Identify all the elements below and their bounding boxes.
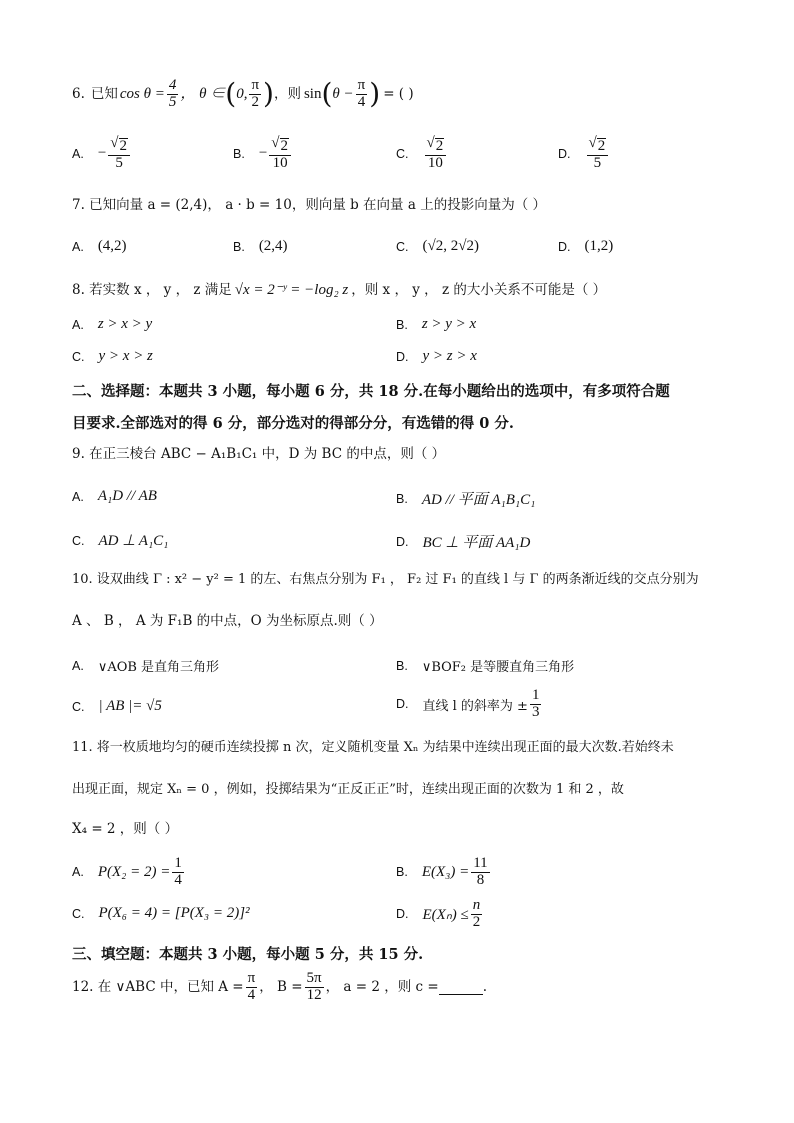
q11-stem-line2: 出现正面，规定 Xₙ = 0 ，例如，投掷结果为“正反正正”时，连续出现正面的次数为 1 和 2 ，故 [72,782,624,797]
q6-cos-frac: $\frac{4}{5}$ [168,77,177,110]
q11-stem-line1: 11. 将一枚质地均匀的硬币连续投掷 n 次，定义随机变量 Xₙ 为结果中连续出现正面的最大次数.若始终未 [72,740,674,755]
option-label: A. [72,146,84,161]
q6-interval-frac: $\frac{\pi}{2}$ [251,77,260,110]
q9-option-a[interactable]: A. A₁D // AB [72,488,157,504]
q10-option-c[interactable]: C. | AB |= √5 [72,698,162,714]
q11-stem-line3: X₄ = 2 ，则（ ） [72,821,179,837]
q7-option-c[interactable]: C. (√2, 2√2) [396,238,479,254]
q6-option-a[interactable]: A. − √ 2 5 [72,136,132,172]
q6-sin-rparen: ) [369,77,381,111]
q12-end: . [482,978,487,995]
section-2-heading-line2: 目要求.全部选对的得 6 分，部分选对的得部分分，有选错的得 0 分. [72,415,514,432]
q12-b-frac: $\frac{5\pi}{12}$ [306,970,322,1003]
q6-lparen: ( [225,77,237,111]
q10-stem-line1: 10. 设双曲线 Γ : x² − y² = 1 的左、右焦点分别为 F₁ ， F₂ 过 F₁ 的直线 l 与 Γ 的两条渐近线的交点分别为 [72,572,699,587]
q9-stem: 9. 在正三棱台 ABC − A₁B₁C₁ 中，D 为 BC 的中点，则（ ） [72,446,446,462]
q6-then: ，则 [273,85,301,102]
option-label: C. [396,146,409,161]
q12-answer-blank[interactable] [439,980,483,995]
q6-sin: sin [303,85,322,102]
section-2-heading-line1: 二、选择题：本题共 3 小题，每小题 6 分，共 18 分.在每小题给出的选项中，有多项符合题 [72,383,670,400]
q6-tail: = ( ) [383,85,414,102]
q10-stem-line2: A 、 B ， A 为 F₁B 的中点，O 为坐标原点.则（ ） [72,613,383,629]
q8-equation: √x = 2⁻ʸ = −log₂ z [234,282,349,298]
q8-option-b[interactable]: B. z > y > x [396,316,477,332]
q9-option-c[interactable]: C. AD ⊥ A₁C₁ [72,533,169,549]
q12-pre: 12. 在 ∨ABC 中，已知 A = [72,978,244,995]
section-3-heading: 三、填空题：本题共 3 小题，每小题 5 分，共 15 分. [72,946,424,963]
q10-option-d[interactable]: D. 直线 l 的斜率为 ± $\frac{1}{3}$ [396,687,540,720]
q7-option-b[interactable]: B. (2,4) [233,238,288,254]
q8-option-d[interactable]: D. y > z > x [396,348,477,364]
q6-rparen: ) [263,77,274,111]
q11-option-a[interactable]: A. P(X₂ = 2) = $\frac{1}{4}$ [72,855,182,888]
q7-option-d[interactable]: D. (1,2) [558,238,614,254]
q7-option-a[interactable]: A. (4,2) [72,238,127,254]
q8-stem [72,283,606,298]
q6-sin-lparen: ( [321,77,333,111]
q6-cos: cos θ = [119,85,165,102]
q6-option-c[interactable]: C. √ 2 10 [396,136,448,172]
q11-option-c[interactable]: C. P(X₆ = 4) = [P(X₃ = 2)]² [72,905,250,921]
q8-option-a[interactable]: A. z > x > y [72,316,153,332]
q11-option-d[interactable]: D. E(Xₙ) ≤ $\frac{n}{2}$ [396,897,481,930]
q6-sin-arg: θ − [332,85,354,102]
q6-theta-in: ， θ ∈ [180,85,226,102]
q6-stem [72,78,414,111]
q6-sin-frac: $\frac{\pi}{4}$ [357,77,366,110]
q10-option-b[interactable]: B. ∨BOF₂ 是等腰直角三角形 [396,658,575,675]
q10-option-a[interactable]: A. ∨AOB 是直角三角形 [72,658,220,675]
q12-stem [72,971,487,1004]
q12-a-frac: $\frac{\pi}{4}$ [247,970,256,1003]
q7-stem: 7. 已知向量 a = (2,4)， a · b = 10，则向量 b 在向量 a 上的投影向量为（ ） [72,197,546,213]
q9-option-d[interactable]: D. BC ⊥ 平面 AA₁D [396,534,531,551]
q8-option-c[interactable]: C. y > x > z [72,348,153,364]
q9-option-b[interactable]: B. AD // 平面 A₁B₁C₁ [396,491,536,508]
q6-option-b[interactable]: B. − √ 2 10 [233,136,293,172]
q8-stem-a: 8. 若实数 x ， y ， z 满足 [72,281,232,298]
option-label: B. [233,146,245,161]
q6-number: 6. [72,85,85,102]
q11-option-b[interactable]: B. E(X₃) = $\frac{11}{8}$ [396,855,488,888]
q6-prefix: 已知 [90,85,118,102]
option-label: D. [558,146,571,161]
q12-mid: ， B = [259,978,303,995]
q12-post: ， a = 2 ，则 c = [325,978,439,995]
q6-option-d[interactable]: D. √ 2 5 [558,136,610,172]
q8-stem-b: ，则 x ， y ， z 的大小关系不可能是（ ） [351,281,607,298]
q6-interval-start: 0, [236,85,248,102]
